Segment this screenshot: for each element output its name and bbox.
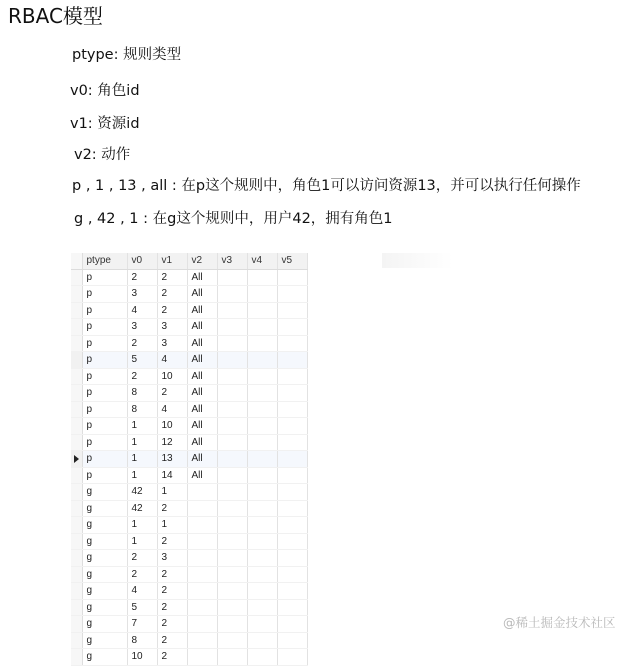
cell-v3[interactable] — [217, 401, 247, 418]
cell-v1[interactable]: 2 — [157, 632, 187, 649]
row-marker[interactable] — [71, 418, 82, 435]
cell-ptype[interactable]: p — [82, 451, 127, 468]
column-header-v2[interactable]: v2 — [187, 253, 217, 269]
header-fade — [382, 253, 453, 268]
line-ptype: ptype: 规则类型 — [72, 47, 182, 63]
cell-v0[interactable]: 4 — [127, 583, 157, 600]
cell-v0[interactable]: 5 — [127, 352, 157, 369]
cell-v0[interactable]: 1 — [127, 434, 157, 451]
cell-v2[interactable]: All — [187, 401, 217, 418]
table-row[interactable] — [71, 352, 307, 369]
cell-v3[interactable] — [217, 583, 247, 600]
page-title: RBAC模型 — [8, 4, 103, 28]
cell-v3[interactable] — [217, 616, 247, 633]
cell-v2[interactable] — [187, 500, 217, 517]
cell-v4[interactable] — [247, 583, 277, 600]
row-marker[interactable] — [71, 484, 82, 501]
cell-v4[interactable] — [247, 286, 277, 303]
cell-v5[interactable] — [277, 418, 307, 435]
cell-v4[interactable] — [247, 533, 277, 550]
cell-v4[interactable] — [247, 434, 277, 451]
cell-v2[interactable] — [187, 533, 217, 550]
cell-v4[interactable] — [247, 566, 277, 583]
cell-v2[interactable]: All — [187, 418, 217, 435]
cell-v5[interactable] — [277, 467, 307, 484]
cell-v5[interactable] — [277, 352, 307, 369]
cell-v3[interactable] — [217, 368, 247, 385]
column-header-v4[interactable]: v4 — [247, 253, 277, 269]
table-row[interactable] — [71, 583, 307, 600]
cell-v2[interactable] — [187, 616, 217, 633]
cell-v0[interactable]: 8 — [127, 632, 157, 649]
cell-v3[interactable] — [217, 418, 247, 435]
cell-v4[interactable] — [247, 319, 277, 336]
cell-v0[interactable]: 3 — [127, 319, 157, 336]
row-marker[interactable] — [71, 517, 82, 534]
cell-v4[interactable] — [247, 269, 277, 286]
cell-v4[interactable] — [247, 418, 277, 435]
cell-v3[interactable] — [217, 269, 247, 286]
cell-v4[interactable] — [247, 385, 277, 402]
table-row[interactable] — [71, 500, 307, 517]
cell-v1[interactable]: 2 — [157, 599, 187, 616]
cell-v0[interactable]: 2 — [127, 566, 157, 583]
row-marker[interactable] — [71, 335, 82, 352]
table-row[interactable] — [71, 517, 307, 534]
cell-v5[interactable] — [277, 368, 307, 385]
cell-v2[interactable]: All — [187, 451, 217, 468]
cell-v0[interactable]: 1 — [127, 467, 157, 484]
cell-ptype[interactable]: g — [82, 550, 127, 567]
cell-v4[interactable] — [247, 335, 277, 352]
cell-v0[interactable]: 7 — [127, 616, 157, 633]
cell-v1[interactable]: 2 — [157, 533, 187, 550]
cell-v0[interactable]: 1 — [127, 517, 157, 534]
cell-v4[interactable] — [247, 352, 277, 369]
cell-v4[interactable] — [247, 649, 277, 666]
line-p-example: p , 1 , 13 , all : 在p这个规则中，角色1可以访问资源13，并可以执行任何操作 — [72, 178, 581, 194]
cell-ptype[interactable]: g — [82, 649, 127, 666]
cell-v1[interactable]: 2 — [157, 302, 187, 319]
cell-v4[interactable] — [247, 302, 277, 319]
cell-v5[interactable] — [277, 500, 307, 517]
row-marker[interactable] — [71, 500, 82, 517]
cell-v0[interactable]: 5 — [127, 599, 157, 616]
cell-v2[interactable]: All — [187, 434, 217, 451]
line-v1: v1: 资源id — [70, 116, 140, 132]
row-marker[interactable] — [71, 401, 82, 418]
cell-v1[interactable]: 2 — [157, 500, 187, 517]
cell-v2[interactable] — [187, 583, 217, 600]
cell-v0[interactable]: 2 — [127, 269, 157, 286]
column-header-ptype[interactable]: ptype — [82, 253, 127, 269]
table-row[interactable] — [71, 533, 307, 550]
row-marker[interactable] — [71, 269, 82, 286]
cell-v5[interactable] — [277, 550, 307, 567]
cell-v1[interactable]: 3 — [157, 335, 187, 352]
cell-v1[interactable]: 10 — [157, 418, 187, 435]
cell-ptype[interactable]: p — [82, 385, 127, 402]
table-row[interactable] — [71, 599, 307, 616]
column-header-v0[interactable]: v0 — [127, 253, 157, 269]
cell-v1[interactable]: 12 — [157, 434, 187, 451]
cell-v5[interactable] — [277, 319, 307, 336]
line-v2: v2: 动作 — [74, 147, 131, 163]
cell-v5[interactable] — [277, 632, 307, 649]
row-marker[interactable] — [71, 319, 82, 336]
cell-v1[interactable]: 3 — [157, 550, 187, 567]
cell-v2[interactable]: All — [187, 286, 217, 303]
row-marker[interactable] — [71, 649, 82, 666]
row-marker[interactable] — [71, 385, 82, 402]
cell-v5[interactable] — [277, 616, 307, 633]
table-row[interactable] — [71, 401, 307, 418]
table-row[interactable] — [71, 302, 307, 319]
cell-ptype[interactable]: g — [82, 484, 127, 501]
cell-v3[interactable] — [217, 599, 247, 616]
cell-ptype[interactable]: p — [82, 269, 127, 286]
cell-v2[interactable] — [187, 632, 217, 649]
cell-v3[interactable] — [217, 335, 247, 352]
cell-v1[interactable]: 14 — [157, 467, 187, 484]
cell-v2[interactable]: All — [187, 352, 217, 369]
cell-ptype[interactable]: g — [82, 616, 127, 633]
cell-v1[interactable]: 1 — [157, 517, 187, 534]
cell-ptype[interactable]: p — [82, 418, 127, 435]
cell-v2[interactable] — [187, 599, 217, 616]
cell-v5[interactable] — [277, 401, 307, 418]
table-header-row — [71, 253, 307, 269]
row-marker[interactable] — [71, 550, 82, 567]
cell-v3[interactable] — [217, 451, 247, 468]
cell-v2[interactable]: All — [187, 302, 217, 319]
row-marker-header — [71, 253, 82, 269]
cell-v0[interactable]: 2 — [127, 550, 157, 567]
cell-v2[interactable]: All — [187, 467, 217, 484]
row-marker[interactable] — [71, 352, 82, 369]
row-marker[interactable] — [71, 533, 82, 550]
row-marker[interactable] — [71, 302, 82, 319]
table-body — [71, 269, 307, 665]
column-header-v5[interactable]: v5 — [277, 253, 307, 269]
cell-v5[interactable] — [277, 302, 307, 319]
cell-v3[interactable] — [217, 302, 247, 319]
cell-v3[interactable] — [217, 550, 247, 567]
cell-v4[interactable] — [247, 401, 277, 418]
cell-v5[interactable] — [277, 451, 307, 468]
cell-ptype[interactable]: p — [82, 319, 127, 336]
cell-v5[interactable] — [277, 269, 307, 286]
cell-ptype[interactable]: p — [82, 302, 127, 319]
cell-v5[interactable] — [277, 517, 307, 534]
table-row[interactable] — [71, 269, 307, 286]
cell-v2[interactable]: All — [187, 335, 217, 352]
watermark: @稀土掘金技术社区 — [503, 615, 616, 630]
column-header-v1[interactable]: v1 — [157, 253, 187, 269]
cell-ptype[interactable]: g — [82, 533, 127, 550]
row-marker[interactable] — [71, 566, 82, 583]
column-header-v3[interactable]: v3 — [217, 253, 247, 269]
cell-ptype[interactable]: g — [82, 566, 127, 583]
cell-v3[interactable] — [217, 434, 247, 451]
cell-v3[interactable] — [217, 286, 247, 303]
cell-ptype[interactable]: g — [82, 583, 127, 600]
cell-v0[interactable]: 1 — [127, 533, 157, 550]
cell-v4[interactable] — [247, 517, 277, 534]
cell-v4[interactable] — [247, 599, 277, 616]
cell-v1[interactable]: 2 — [157, 269, 187, 286]
cell-v0[interactable]: 8 — [127, 385, 157, 402]
cell-ptype[interactable]: g — [82, 500, 127, 517]
cell-ptype[interactable]: p — [82, 467, 127, 484]
table-row[interactable] — [71, 434, 307, 451]
cell-v1[interactable]: 2 — [157, 583, 187, 600]
cell-v1[interactable]: 2 — [157, 385, 187, 402]
cell-v3[interactable] — [217, 484, 247, 501]
cell-v5[interactable] — [277, 335, 307, 352]
row-marker[interactable] — [71, 632, 82, 649]
cell-v5[interactable] — [277, 583, 307, 600]
cell-v2[interactable] — [187, 517, 217, 534]
cell-v1[interactable]: 4 — [157, 401, 187, 418]
cell-v4[interactable] — [247, 467, 277, 484]
cell-ptype[interactable]: p — [82, 434, 127, 451]
table-row[interactable] — [71, 566, 307, 583]
cell-v1[interactable]: 2 — [157, 649, 187, 666]
cell-v3[interactable] — [217, 517, 247, 534]
cell-v5[interactable] — [277, 566, 307, 583]
cell-ptype[interactable]: p — [82, 368, 127, 385]
cell-v0[interactable]: 1 — [127, 418, 157, 435]
line-v0: v0: 角色id — [70, 83, 140, 99]
cell-v2[interactable]: All — [187, 368, 217, 385]
cell-ptype[interactable]: p — [82, 286, 127, 303]
cell-v5[interactable] — [277, 599, 307, 616]
cell-v1[interactable]: 2 — [157, 566, 187, 583]
cell-v0[interactable]: 10 — [127, 649, 157, 666]
cell-v4[interactable] — [247, 616, 277, 633]
cell-ptype[interactable]: p — [82, 401, 127, 418]
cell-v3[interactable] — [217, 632, 247, 649]
cell-v5[interactable] — [277, 649, 307, 666]
cell-ptype[interactable]: g — [82, 517, 127, 534]
cell-v1[interactable]: 3 — [157, 319, 187, 336]
table-row[interactable] — [71, 467, 307, 484]
cell-v4[interactable] — [247, 451, 277, 468]
cell-ptype[interactable]: p — [82, 352, 127, 369]
cell-v2[interactable] — [187, 566, 217, 583]
cell-v3[interactable] — [217, 467, 247, 484]
cell-v0[interactable]: 2 — [127, 368, 157, 385]
cell-v1[interactable]: 2 — [157, 616, 187, 633]
table-row[interactable] — [71, 550, 307, 567]
cell-v1[interactable]: 10 — [157, 368, 187, 385]
cell-v0[interactable]: 42 — [127, 500, 157, 517]
current-row-arrow-icon — [74, 455, 79, 463]
cell-v4[interactable] — [247, 368, 277, 385]
cell-v5[interactable] — [277, 434, 307, 451]
cell-v2[interactable]: All — [187, 385, 217, 402]
cell-v4[interactable] — [247, 550, 277, 567]
cell-v2[interactable] — [187, 649, 217, 666]
table-row[interactable] — [71, 632, 307, 649]
row-marker[interactable] — [71, 583, 82, 600]
cell-v5[interactable] — [277, 385, 307, 402]
cell-v2[interactable] — [187, 550, 217, 567]
cell-v1[interactable]: 13 — [157, 451, 187, 468]
table-row[interactable] — [71, 319, 307, 336]
cell-ptype[interactable]: g — [82, 632, 127, 649]
cell-ptype[interactable]: p — [82, 335, 127, 352]
cell-v3[interactable] — [217, 385, 247, 402]
table-row[interactable] — [71, 649, 307, 666]
cell-v0[interactable]: 4 — [127, 302, 157, 319]
table-row[interactable] — [71, 286, 307, 303]
cell-v0[interactable]: 8 — [127, 401, 157, 418]
cell-ptype[interactable]: g — [82, 599, 127, 616]
cell-v2[interactable] — [187, 484, 217, 501]
row-marker[interactable] — [71, 434, 82, 451]
cell-v5[interactable] — [277, 484, 307, 501]
row-marker[interactable] — [71, 616, 82, 633]
table-row[interactable] — [71, 385, 307, 402]
table-row[interactable] — [71, 418, 307, 435]
cell-v3[interactable] — [217, 319, 247, 336]
cell-v4[interactable] — [247, 484, 277, 501]
table-row[interactable] — [71, 484, 307, 501]
cell-v2[interactable]: All — [187, 269, 217, 286]
table-row[interactable] — [71, 368, 307, 385]
table-row[interactable] — [71, 451, 307, 468]
table-row[interactable] — [71, 335, 307, 352]
cell-v3[interactable] — [217, 649, 247, 666]
table-row[interactable] — [71, 616, 307, 633]
cell-v3[interactable] — [217, 566, 247, 583]
line-g-example: g , 42 , 1 : 在g这个规则中，用户42，拥有角色1 — [74, 211, 393, 227]
cell-v5[interactable] — [277, 286, 307, 303]
cell-v1[interactable]: 4 — [157, 352, 187, 369]
cell-v4[interactable] — [247, 500, 277, 517]
rule-grid — [71, 253, 308, 666]
row-marker[interactable] — [71, 467, 82, 484]
cell-v0[interactable]: 1 — [127, 451, 157, 468]
cell-v4[interactable] — [247, 632, 277, 649]
cell-v0[interactable]: 2 — [127, 335, 157, 352]
cell-v5[interactable] — [277, 533, 307, 550]
row-marker[interactable] — [71, 451, 82, 468]
cell-v0[interactable]: 42 — [127, 484, 157, 501]
cell-v3[interactable] — [217, 500, 247, 517]
row-marker[interactable] — [71, 599, 82, 616]
cell-v1[interactable]: 1 — [157, 484, 187, 501]
row-marker[interactable] — [71, 286, 82, 303]
cell-v1[interactable]: 2 — [157, 286, 187, 303]
cell-v0[interactable]: 3 — [127, 286, 157, 303]
cell-v3[interactable] — [217, 352, 247, 369]
cell-v2[interactable]: All — [187, 319, 217, 336]
cell-v3[interactable] — [217, 533, 247, 550]
row-marker[interactable] — [71, 368, 82, 385]
casbin-rule-table — [71, 253, 453, 663]
